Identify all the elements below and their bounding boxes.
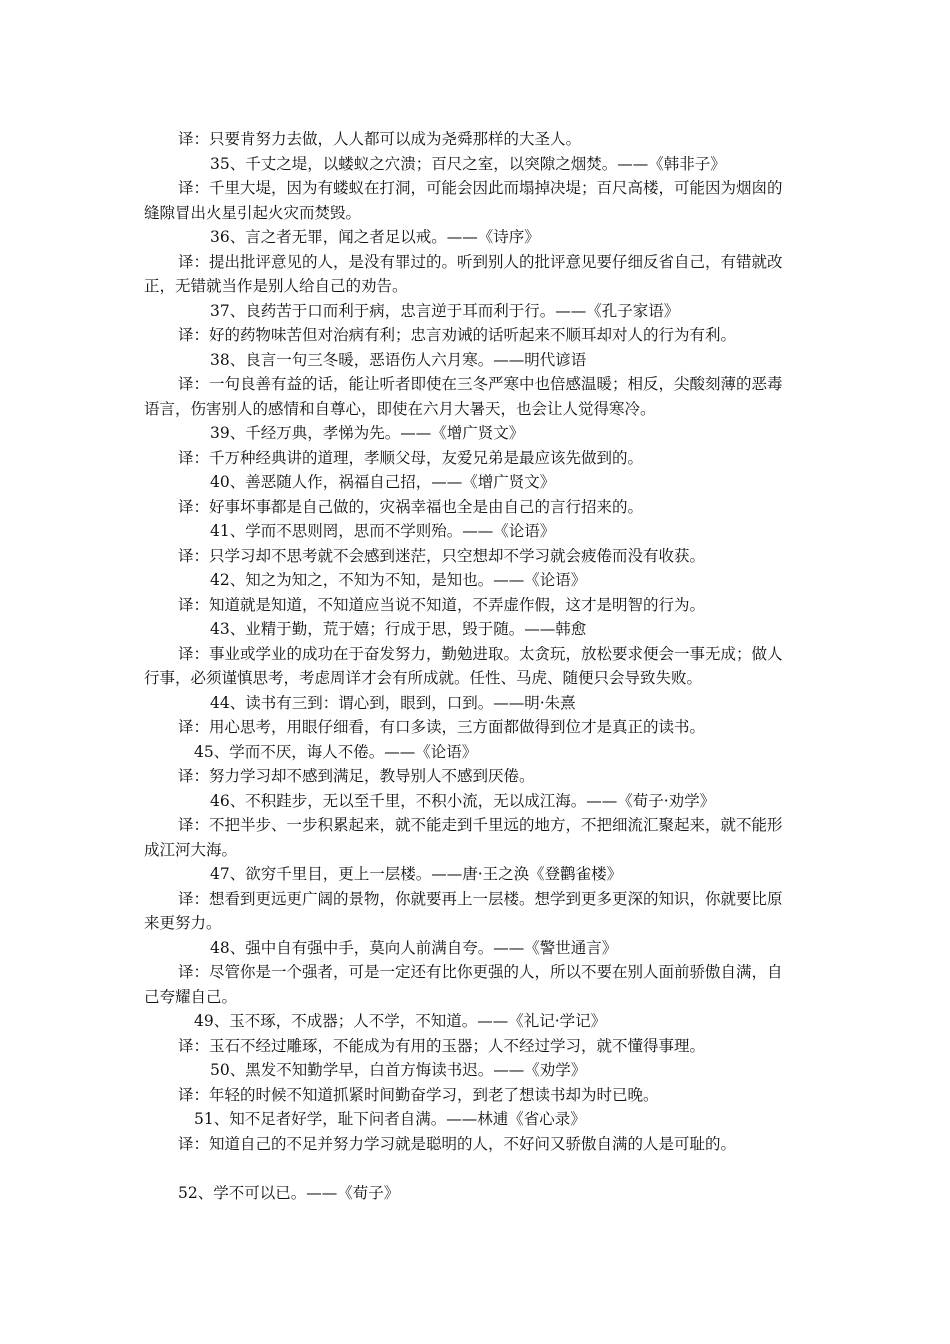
text-line: 39、千经万典，孝悌为先。——《增广贤文》 bbox=[210, 424, 525, 442]
translation-line: 译：千万种经典讲的道理，孝顺父母，友爱兄弟是最应该先做到的。 bbox=[178, 448, 644, 467]
text-line: 49、玉不琢，不成器；人不学，不知道。——《礼记·学记》 bbox=[194, 1012, 607, 1030]
blank-line bbox=[144, 1156, 808, 1181]
text-line: 行事，必须谨慎思考，考虑周详才会有所成就。任性、马虎、随便只会导致失败。 bbox=[144, 669, 703, 687]
translation-line: 译：只要肯努力去做，人人都可以成为尧舜那样的大圣人。 bbox=[178, 130, 582, 148]
translation-line: 译：尽管你是一个强者，可是一定还有比你更强的人，所以不要在别人面前骄傲自满，自 bbox=[178, 963, 783, 981]
text-line: 35、千丈之堤，以蝼蚁之穴溃；百尺之室，以突隙之烟焚。——《韩非子》 bbox=[210, 154, 726, 173]
text-line: 41、学而不思则罔，思而不学则殆。——《论语》 bbox=[210, 522, 556, 540]
translation-line: 译：好的药物味苦但对治病有利；忠言劝诫的话听起来不顺耳却对人的行为有利。 bbox=[178, 326, 737, 344]
text-line: 50、黑发不知勤学早，白首方悔读书迟。——《劝学》 bbox=[210, 1061, 587, 1079]
text-line: 47、欲穷千里目，更上一层楼。——唐·王之涣《登鹳雀楼》 bbox=[210, 865, 623, 883]
text-line: 缝隙冒出火星引起火灾而焚毁。 bbox=[144, 203, 362, 222]
text-line: 37、良药苦于口而利于病，忠言逆于耳而利于行。——《孔子家语》 bbox=[210, 301, 680, 320]
text-line: 36、言之者无罪，闻之者足以戒。——《诗序》 bbox=[210, 228, 540, 246]
translation-line: 译：事业或学业的成功在于奋发努力，勤勉进取。太贪玩，放松要求便会一事无成；做人 bbox=[178, 644, 783, 663]
text-line: 语言，伤害别人的感情和自尊心，即使在六月大暑天，也会让人觉得寒冷。 bbox=[144, 399, 656, 418]
translation-line: 译：一句良善有益的话，能让听者即使在三冬严寒中也倍感温暖；相反，尖酸刻薄的恶毒 bbox=[178, 375, 783, 393]
text-line: 正，无错就当作是别人给自己的劝告。 bbox=[144, 277, 408, 295]
text-line: 52、学不可以已。——《荀子》 bbox=[178, 1183, 400, 1202]
translation-line: 译：知道就是知道，不知道应当说不知道，不弄虚作假，这才是明智的行为。 bbox=[178, 595, 706, 614]
translation-line: 译：用心思考，用眼仔细看，有口多读，三方面都做得到位才是真正的读书。 bbox=[178, 718, 706, 736]
text-line: 38、良言一句三冬暖，恶语伤人六月寒。——明代谚语 bbox=[210, 350, 587, 369]
translation-line: 译：好事坏事都是自己做的，灾祸幸福也全是由自己的言行招来的。 bbox=[178, 497, 644, 516]
text-line: 40、善恶随人作，祸福自己招，——《增广贤文》 bbox=[210, 473, 556, 491]
text-line: 51、知不足者好学，耻下问者自满。——林逋《省心录》 bbox=[194, 1110, 586, 1128]
translation-line: 译：想看到更远更广阔的景物，你就要再上一层楼。想学到更多更深的知识，你就要比原 bbox=[178, 889, 783, 908]
text-line: 成江河大海。 bbox=[144, 840, 238, 859]
text-line: 44、读书有三到：谓心到，眼到，口到。——明·朱熹 bbox=[210, 693, 576, 712]
text-line: 来更努力。 bbox=[144, 914, 222, 932]
translation-line: 译：努力学习却不感到满足，教导别人不感到厌倦。 bbox=[178, 767, 535, 785]
translation-line: 译：千里大堤，因为有蝼蚁在打洞，可能会因此而塌掉决堤；百尺高楼，可能因为烟囱的 bbox=[178, 179, 783, 197]
translation-line: 译：知道自己的不足并努力学习就是聪明的人，不好问又骄傲自满的人是可耻的。 bbox=[178, 1134, 737, 1153]
translation-line: 译：提出批评意见的人，是没有罪过的。听到别人的批评意见要仔细反省自己，有错就改 bbox=[178, 252, 783, 271]
translation-line: 译：年轻的时候不知道抓紧时间勤奋学习，到老了想读书却为时已晚。 bbox=[178, 1085, 659, 1104]
text-line: 46、不积跬步，无以至千里，不积小流，无以成江海。——《荀子·劝学》 bbox=[210, 791, 716, 810]
translation-line: 译：玉石不经过雕琢，不能成为有用的玉器；人不经过学习，就不懂得事理。 bbox=[178, 1036, 706, 1055]
text-line: 43、业精于勤，荒于嬉；行成于思，毁于随。——韩愈 bbox=[210, 620, 587, 638]
text-line: 48、强中自有强中手，莫向人前满自夸。——《警世通言》 bbox=[210, 938, 618, 957]
translation-line: 译：不把半步、一步积累起来，就不能走到千里远的地方，不把细流汇聚起来，就不能形 bbox=[178, 816, 783, 834]
translation-line: 译：只学习却不思考就不会感到迷茫，只空想却不学习就会疲倦而没有收获。 bbox=[178, 546, 706, 565]
text-line: 己夸耀自己。 bbox=[144, 987, 238, 1006]
text-line: 42、知之为知之，不知为不知，是知也。——《论语》 bbox=[210, 571, 587, 589]
document-body bbox=[144, 127, 808, 1205]
text-line: 45、学而不厌，诲人不倦。——《论语》 bbox=[194, 742, 478, 761]
